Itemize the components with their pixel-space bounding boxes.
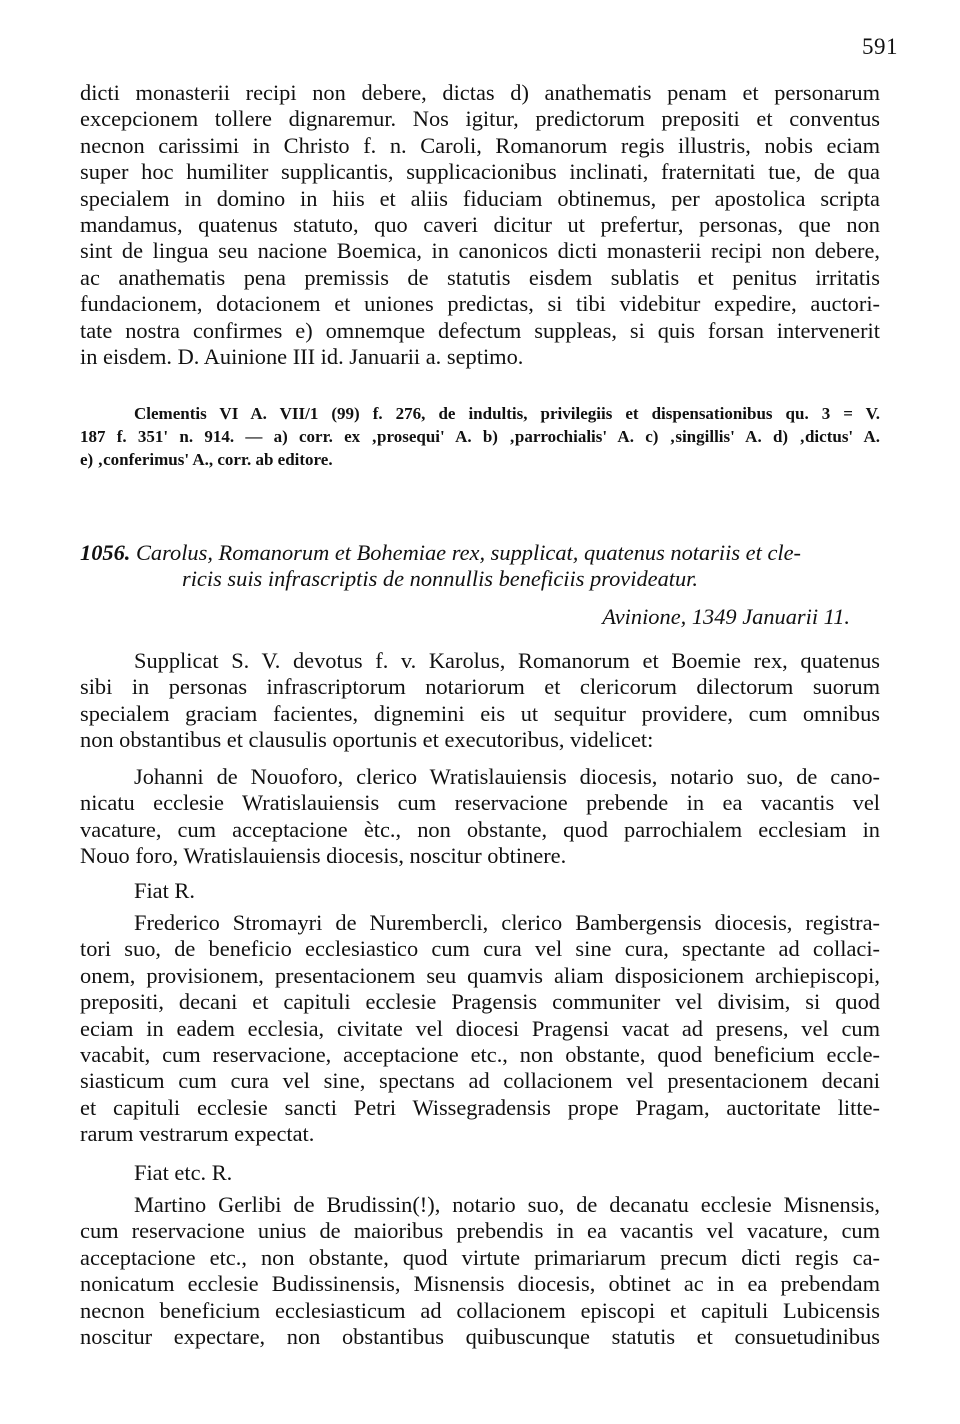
text-line: Martino Gerlibi de Brudissin(!), notario suo, de decanatu ecclesie Misnensis, xyxy=(134,1192,880,1217)
text-line: specialem in domino in hiis et aliis fiduciam obtinemus, per apostolica scripta xyxy=(80,185,880,211)
text-line: vacabit, cum reservacione, acceptacione etc., non obstante, quod beneficium eccle- xyxy=(80,1041,880,1067)
text-line: specialem graciam facientes, dignemini eis ut sequitur providere, cum omnibus xyxy=(80,700,880,726)
text-line: Supplicat S. V. devotus f. v. Karolus, Romanorum et Boemie rex, quatenus xyxy=(134,648,880,673)
text-line: rarum vestrarum expectat. xyxy=(80,1121,315,1147)
text-line: ac anathematis pena premissis de statutis eisdem sublatis et penitus irritatis xyxy=(80,264,880,290)
text-line: nonicatum ecclesie Budissinensis, Misnensis diocesis, obtinet ac in ea prebendam xyxy=(80,1271,880,1297)
text-line: sibi in personas infrascriptorum notariorum et clericorum dilectorum suorum xyxy=(80,674,880,700)
text-line: eciam in eadem ecclesia, civitate vel diocesi Pragensi vacat ad presens, vel cum xyxy=(80,1015,880,1041)
text-line: Johanni de Nouoforo, clerico Wratislauiensis diocesis, notario suo, de cano- xyxy=(134,764,880,789)
heading-text: Carolus, Romanorum et Bohemiae rex, supplicat, quatenus notariis et cle- xyxy=(136,540,801,565)
entry-number: 1056. xyxy=(80,540,131,565)
text-line: excepcionem tollere dignaremur. Nos igitur, predictorum prepositi et conventus xyxy=(80,106,880,132)
supplication-paragraph xyxy=(80,648,880,754)
text-line: nicatu ecclesie Wratislauiensis cum reservacione prebende in ea vacantis vel xyxy=(80,790,880,816)
heading-line: ricis suis infrascriptis de nonnullis beneficiis provideatur. xyxy=(182,566,699,591)
text-line: sint de lingua seu nacione Boemica, in canonicos dicti monasterii recipi non debere, xyxy=(80,238,880,264)
text-line: noscitur expectare, non obstantibus quibuscunque statutis et consuetudinibus xyxy=(80,1323,880,1349)
text-line: acceptacione etc., non obstante, quod virtute primariarum precum dicti regis ca- xyxy=(80,1244,880,1270)
footnotes xyxy=(80,402,880,471)
text-line: Nouo foro, Wratislauiensis diocesis, noscitur obtinere. xyxy=(80,843,567,869)
fiat-2 xyxy=(80,1160,880,1186)
text-line: Fiat R. xyxy=(134,878,195,903)
text-line: et capituli ecclesie sancti Petri Wissegradensis prope Pragam, auctoritate litte- xyxy=(80,1094,880,1120)
text-line: Fiat etc. R. xyxy=(134,1160,233,1185)
footnote-line: Clementis VI A. VII/1 (99) f. 276, de indultis, privilegiis et dispensationibus qu. 3 = V. xyxy=(134,404,880,423)
page-number: 591 xyxy=(862,34,898,59)
heading-line xyxy=(80,540,880,566)
text-line: Frederico Stromayri de Nurembercli, clerico Bambergensis diocesis, registra- xyxy=(134,910,880,935)
text-line: dicti monasterii recipi non debere, dictas d) anathematis penam et personarum xyxy=(80,80,880,105)
text-line: non obstantibus et clausulis oportunis et executoribus, videlicet: xyxy=(80,727,654,753)
text-line: mandamus, quatenus statuto, quo caveri dicitur ut prefertur, personas, que non xyxy=(80,211,880,237)
text-line: siasticum cum cura vel sine, spectans ad collacionem vel presentacionem decani xyxy=(80,1068,880,1094)
fiat-1 xyxy=(80,878,880,904)
footnote-line: e) ‚conferimus' A., corr. ab editore. xyxy=(80,450,333,469)
text-line: tate nostra confirmes e) omnemque defectum suppleas, si quis forsan intervenerit xyxy=(80,317,880,343)
item-fredericus xyxy=(80,910,880,1148)
entry-heading xyxy=(80,540,880,592)
text-line: in eisdem. D. Auinione III id. Januarii a. septimo. xyxy=(80,343,524,369)
item-martinus xyxy=(80,1192,880,1350)
text-line: onem, provisionem, presentacionem seu quamvis aliam disposicionem archiepiscopi, xyxy=(80,962,880,988)
continuation-paragraph xyxy=(80,80,880,370)
text-line: vacature, cum acceptacione ètc., non obstante, quod parrochialem ecclesiam in xyxy=(80,816,880,842)
text-line: super hoc humiliter supplicantis, supplicacionibus inclinati, fraternitati tue, de qua xyxy=(80,159,880,185)
text-line: tori suo, de beneficio ecclesiastico cum cura vel sine cura, spectante ad collaci- xyxy=(80,936,880,962)
text-line: prepositi, decani et capituli ecclesie Pragensis communiter vel divisim, si quod xyxy=(80,989,880,1015)
text-line: cum reservacione unius de maioribus prebendis in ea vacantis vel vacature, cum xyxy=(80,1218,880,1244)
text-line: necnon beneficium ecclesiasticum ad collacionem episcopi et capituli Lubicensis xyxy=(80,1297,880,1323)
item-johannes xyxy=(80,764,880,870)
text-line: necnon carissimi in Christo f. n. Caroli, Romanorum regis illustris, nobis eciam xyxy=(80,132,880,158)
entry-dateline: Avinione, 1349 Januarii 11. xyxy=(602,604,850,629)
footnote-line: 187 f. 351' n. 914. — a) corr. ex ‚prosequi' A. b) ‚parrochialis' A. c) ‚singillis' A. d) ‚dictus' A. xyxy=(80,427,880,446)
text-line: fundacionem, dotacionem et uniones predictas, si tibi videbitur expedire, auctori- xyxy=(80,291,880,317)
